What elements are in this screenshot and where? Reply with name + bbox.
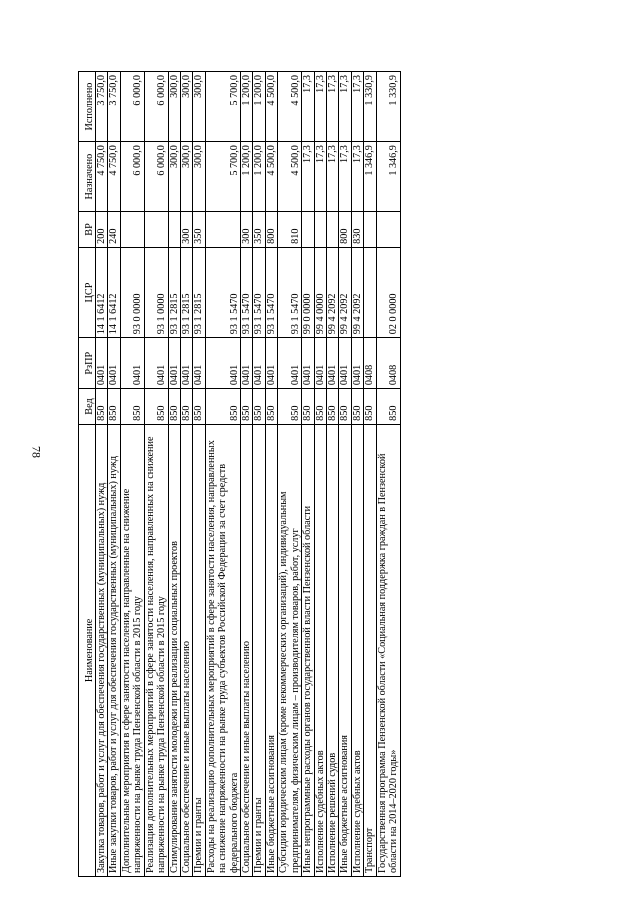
table-row	[108, 72, 120, 877]
cell-name: Транспорт	[364, 424, 376, 876]
cell-naznacheno: 4 750,0	[96, 142, 108, 212]
cell-naznacheno: 17,3	[327, 142, 339, 212]
table-row	[376, 72, 400, 877]
cell-vr: 810	[278, 212, 302, 248]
cell-ispolneno: 17,3	[339, 72, 351, 142]
cell-name: Субсидии юридическим лицам (кроме некоммерческих организаций), индивидуальным предпринимателям, физическим лицам – производителям товаров, работ, услуг	[278, 424, 302, 876]
cell-naznacheno: 17,3	[351, 142, 363, 212]
cell-ispolneno: 3 750,0	[108, 72, 120, 142]
cell-naznacheno: 4 500,0	[265, 142, 277, 212]
cell-name: Государственная программа Пензенской области «Социальная поддержка граждан в Пензенской области на 2014–2020 годы»	[376, 424, 400, 876]
cell-vr: 350	[253, 212, 265, 248]
header-ved: Вед	[79, 389, 96, 425]
cell-ispolneno: 17,3	[314, 72, 326, 142]
header-vr: ВР	[79, 212, 96, 248]
cell-ved: 850	[144, 389, 168, 425]
cell-naznacheno: 6 000,0	[144, 142, 168, 212]
cell-naznacheno: 1 346,9	[364, 142, 376, 212]
cell-csr: 02 0 0000	[376, 247, 400, 337]
cell-vr	[120, 212, 144, 248]
cell-rzpr: 0401	[144, 338, 168, 389]
cell-rzpr: 0401	[241, 338, 253, 389]
cell-csr: 93 0 0000	[120, 247, 144, 337]
cell-csr: 14 1 6412	[108, 247, 120, 337]
cell-rzpr: 0401	[193, 338, 205, 389]
table-row	[364, 72, 376, 877]
cell-ved: 850	[339, 389, 351, 425]
cell-vr	[364, 212, 376, 248]
cell-naznacheno: 17,3	[339, 142, 351, 212]
cell-vr	[314, 212, 326, 248]
cell-ispolneno: 1 200,0	[241, 72, 253, 142]
cell-ved: 850	[265, 389, 277, 425]
cell-ispolneno: 17,3	[351, 72, 363, 142]
cell-name: Реализация дополнительных мероприятий в сфере занятости населения, направленных на снижение напряженности на рынке труда Пензенской области в 2015 году	[144, 424, 168, 876]
cell-csr: 93 1 5470	[278, 247, 302, 337]
cell-name: Иные бюджетные ассигнования	[265, 424, 277, 876]
cell-vr: 830	[351, 212, 363, 248]
cell-csr	[364, 247, 376, 337]
cell-naznacheno: 4 500,0	[278, 142, 302, 212]
budget-table	[78, 71, 401, 877]
cell-csr: 93 1 2815	[180, 247, 192, 337]
cell-naznacheno: 6 000,0	[120, 142, 144, 212]
cell-csr: 99 0 0000	[302, 247, 314, 337]
table-row	[120, 72, 144, 877]
cell-ispolneno: 6 000,0	[144, 72, 168, 142]
cell-naznacheno: 300,0	[193, 142, 205, 212]
cell-name: Иные закупки товаров, работ и услуг для обеспечения государственных (муниципальных) нужд	[108, 424, 120, 876]
cell-ved: 850	[364, 389, 376, 425]
cell-name: Исполнение судебных актов	[351, 424, 363, 876]
table-row	[241, 72, 253, 877]
cell-name: Закупка товаров, работ и услуг для обеспечения государственных (муниципальных) нужд	[96, 424, 108, 876]
cell-ispolneno: 5 700,0	[205, 72, 240, 142]
cell-ispolneno: 4 500,0	[265, 72, 277, 142]
cell-ispolneno: 300,0	[180, 72, 192, 142]
cell-csr: 93 1 5470	[265, 247, 277, 337]
cell-rzpr: 0401	[168, 338, 180, 389]
cell-naznacheno: 17,3	[302, 142, 314, 212]
table-row	[339, 72, 351, 877]
cell-vr: 300	[180, 212, 192, 248]
cell-rzpr: 0401	[327, 338, 339, 389]
cell-ved: 850	[193, 389, 205, 425]
cell-ved: 850	[168, 389, 180, 425]
table-row	[168, 72, 180, 877]
cell-name: Иные бюджетные ассигнования	[339, 424, 351, 876]
cell-vr: 800	[339, 212, 351, 248]
cell-name: Премии и гранты	[193, 424, 205, 876]
table-row	[193, 72, 205, 877]
cell-rzpr: 0401	[339, 338, 351, 389]
cell-ved: 850	[351, 389, 363, 425]
cell-name: Стимулирование занятости молодежи при реализации социальных проектов	[168, 424, 180, 876]
cell-csr: 93 1 0000	[144, 247, 168, 337]
table-row	[180, 72, 192, 877]
table-row	[278, 72, 302, 877]
table-body	[96, 72, 401, 877]
cell-name: Дополнительные мероприятия в сфере занятости населения, направленные на снижение напряженности на рынке труда Пензенской области в 2015 году	[120, 424, 144, 876]
cell-vr: 300	[241, 212, 253, 248]
header-csr: ЦСР	[79, 247, 96, 337]
cell-vr	[205, 212, 240, 248]
cell-ved: 850	[302, 389, 314, 425]
cell-rzpr: 0401	[302, 338, 314, 389]
cell-vr: 240	[108, 212, 120, 248]
cell-ispolneno: 1 330,9	[364, 72, 376, 142]
cell-ispolneno: 300,0	[168, 72, 180, 142]
cell-rzpr: 0401	[96, 338, 108, 389]
rotated-table-container	[78, 71, 598, 877]
cell-ispolneno: 3 750,0	[96, 72, 108, 142]
cell-rzpr: 0401	[253, 338, 265, 389]
table-row	[205, 72, 240, 877]
cell-name: Исполнение судебных актов	[314, 424, 326, 876]
table-row	[253, 72, 265, 877]
cell-name: Социальное обеспечение и иные выплаты населению	[180, 424, 192, 876]
table-row	[144, 72, 168, 877]
cell-csr: 93 1 5470	[241, 247, 253, 337]
cell-naznacheno: 4 750,0	[108, 142, 120, 212]
cell-name: Расходы на реализацию дополнительных мероприятий в сфере занятости населения, направленных на снижение напряженности на рынке труда субъектов Российской Федерации за счет средств федерального бюджета	[205, 424, 240, 876]
cell-ispolneno: 1 200,0	[253, 72, 265, 142]
cell-ispolneno: 300,0	[193, 72, 205, 142]
cell-naznacheno: 1 200,0	[253, 142, 265, 212]
cell-rzpr: 0401	[351, 338, 363, 389]
header-ispolneno: Исполнено	[79, 72, 96, 142]
cell-naznacheno: 300,0	[168, 142, 180, 212]
table-row	[96, 72, 108, 877]
cell-rzpr: 0401	[180, 338, 192, 389]
header-naznacheno: Назначено	[79, 142, 96, 212]
cell-ved: 850	[376, 389, 400, 425]
cell-rzpr: 0401	[120, 338, 144, 389]
cell-csr: 99 4 2092	[351, 247, 363, 337]
cell-csr: 99 4 2092	[327, 247, 339, 337]
header-rzpr: РзПР	[79, 338, 96, 389]
cell-csr: 99 4 0000	[314, 247, 326, 337]
header-name: Наименование	[79, 424, 96, 876]
cell-ved: 850	[205, 389, 240, 425]
cell-rzpr: 0408	[376, 338, 400, 389]
table-row	[265, 72, 277, 877]
cell-csr: 93 1 2815	[193, 247, 205, 337]
cell-rzpr: 0401	[265, 338, 277, 389]
cell-naznacheno: 1 200,0	[241, 142, 253, 212]
cell-naznacheno: 300,0	[180, 142, 192, 212]
cell-rzpr: 0401	[205, 338, 240, 389]
cell-vr	[327, 212, 339, 248]
cell-vr	[144, 212, 168, 248]
cell-ispolneno: 4 500,0	[278, 72, 302, 142]
cell-ved: 850	[327, 389, 339, 425]
cell-name: Премии и гранты	[253, 424, 265, 876]
table-row	[314, 72, 326, 877]
cell-ved: 850	[120, 389, 144, 425]
cell-csr: 14 1 6412	[96, 247, 108, 337]
page-number: 78	[29, 446, 44, 458]
cell-csr: 99 4 2092	[339, 247, 351, 337]
table-row	[351, 72, 363, 877]
cell-ved: 850	[180, 389, 192, 425]
cell-ved: 850	[278, 389, 302, 425]
table-row	[327, 72, 339, 877]
cell-ispolneno: 17,3	[302, 72, 314, 142]
cell-vr: 350	[193, 212, 205, 248]
cell-ispolneno: 17,3	[327, 72, 339, 142]
cell-vr: 200	[96, 212, 108, 248]
cell-rzpr: 0401	[108, 338, 120, 389]
cell-naznacheno: 1 346,9	[376, 142, 400, 212]
cell-name: Иные непрограммные расходы органов государственной власти Пензенской области	[302, 424, 314, 876]
cell-ved: 850	[96, 389, 108, 425]
cell-ispolneno: 6 000,0	[120, 72, 144, 142]
cell-rzpr: 0401	[278, 338, 302, 389]
cell-naznacheno: 17,3	[314, 142, 326, 212]
table-header-row	[79, 72, 96, 877]
cell-rzpr: 0408	[364, 338, 376, 389]
cell-ved: 850	[108, 389, 120, 425]
cell-vr	[376, 212, 400, 248]
cell-ved: 850	[314, 389, 326, 425]
cell-vr: 800	[265, 212, 277, 248]
cell-vr	[302, 212, 314, 248]
cell-ispolneno: 1 330,9	[376, 72, 400, 142]
cell-naznacheno: 5 700,0	[205, 142, 240, 212]
cell-vr	[168, 212, 180, 248]
cell-name: Социальное обеспечение и иные выплаты населению	[241, 424, 253, 876]
table-row	[302, 72, 314, 877]
cell-name: Исполнение решений судов	[327, 424, 339, 876]
cell-rzpr: 0401	[314, 338, 326, 389]
cell-csr: 93 1 5470	[253, 247, 265, 337]
cell-ved: 850	[241, 389, 253, 425]
cell-csr: 93 1 2815	[168, 247, 180, 337]
cell-csr: 93 1 5470	[205, 247, 240, 337]
cell-ved: 850	[253, 389, 265, 425]
